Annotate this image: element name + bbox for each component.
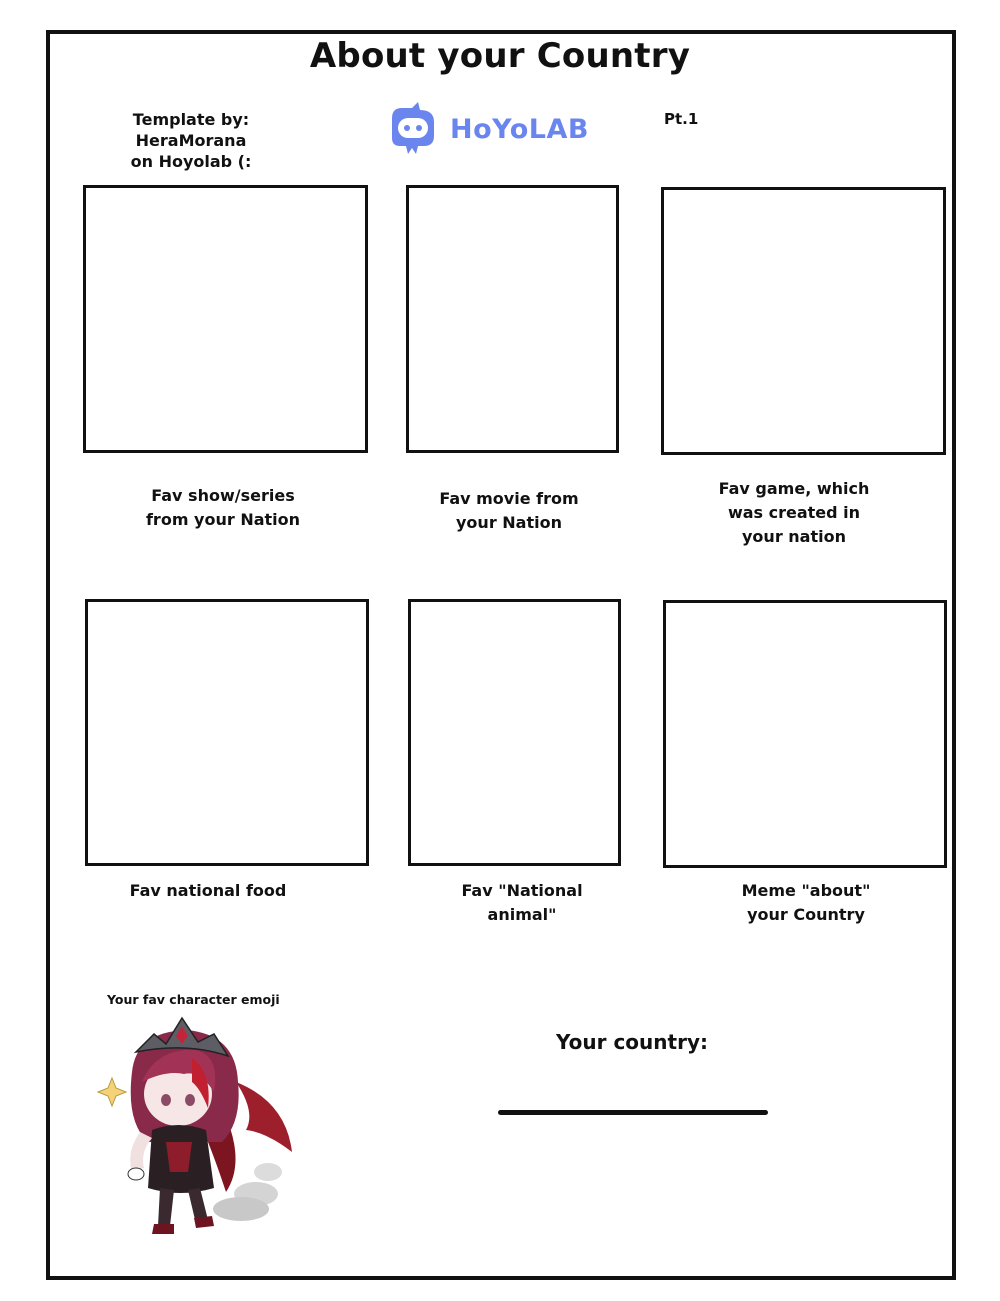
- photo-box-game[interactable]: [661, 187, 946, 455]
- credit-line-2: HeraMorana: [135, 131, 247, 150]
- hoyolab-logo: [384, 99, 589, 159]
- photo-box-meme[interactable]: [663, 600, 947, 868]
- caption-show: Fav show/series from your Nation: [145, 486, 301, 529]
- template-credit: [118, 109, 264, 172]
- caption-movie: Fav movie from your Nation: [439, 489, 579, 532]
- country-answer-line[interactable]: [498, 1110, 768, 1115]
- caption-animal: Fav "National animal": [461, 881, 583, 924]
- photo-box-movie[interactable]: [406, 185, 619, 453]
- photo-box-show[interactable]: [83, 185, 368, 453]
- caption-food: Fav national food: [129, 881, 287, 900]
- photo-box-food[interactable]: [85, 599, 369, 866]
- photo-box-animal[interactable]: [408, 599, 621, 866]
- caption-meme: Meme "about" your Country: [741, 881, 871, 924]
- chibi-character-emoji: [96, 1012, 306, 1272]
- page-title: About your Country: [309, 36, 691, 76]
- part-number: Pt.1: [664, 110, 699, 128]
- country-label: Your country:: [556, 1030, 708, 1054]
- hoyolab-mascot-icon: [384, 100, 442, 158]
- caption-game: Fav game, which was created in your nation: [718, 479, 870, 546]
- credit-line-3: on Hoyolab (:: [130, 152, 252, 171]
- logo-text: HoYoLAB: [450, 113, 589, 145]
- emoji-label: Your fav character emoji: [107, 992, 280, 1007]
- credit-line-1: Template by:: [132, 110, 250, 129]
